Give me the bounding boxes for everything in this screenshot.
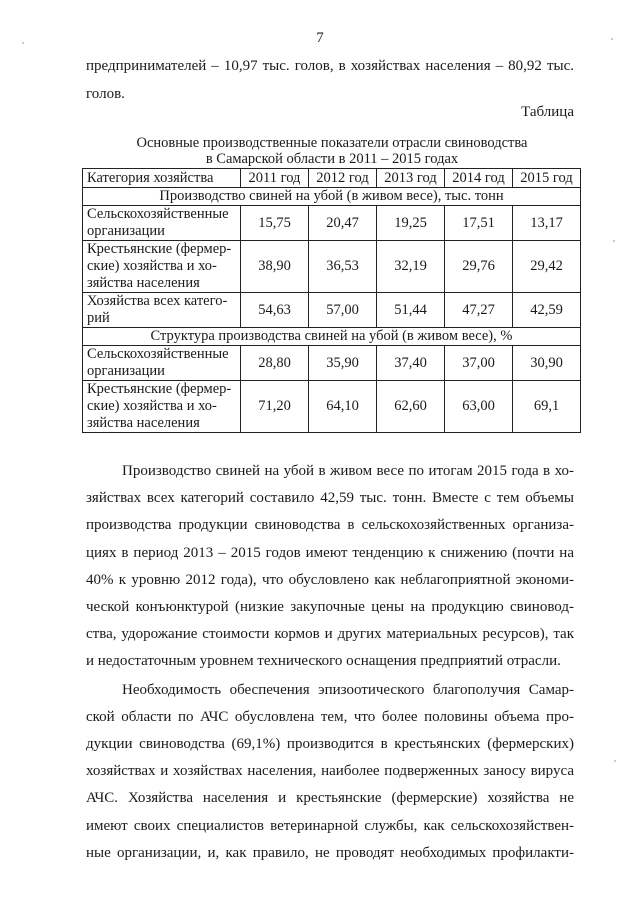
- text-line: дукции свиноводства (69,1%) производится в крестьянских (фермерских): [86, 736, 574, 753]
- table-row: [83, 381, 581, 433]
- cell-value: 17,51: [445, 206, 513, 241]
- cell-value: 29,42: [513, 241, 581, 293]
- cell-value: 29,76: [445, 241, 513, 293]
- cell-value: 35,90: [309, 346, 377, 381]
- cell-value: 62,60: [377, 381, 445, 433]
- body-text: [86, 458, 574, 867]
- cell-value: 20,47: [309, 206, 377, 241]
- header-category: Категория хозяйства: [83, 169, 241, 188]
- scan-speck: [614, 760, 616, 762]
- text-line: ные организации, и, как правило, не проводят необходимых профилакти-: [86, 844, 574, 861]
- cell-value: 71,20: [241, 381, 309, 433]
- row-name: Сельскохозяйственные организации: [83, 206, 241, 241]
- cell-value: 28,80: [241, 346, 309, 381]
- text-line: хозяйствах и хозяйствах населения, наиболее подверженных заносу вируса: [86, 763, 574, 780]
- row-name: Крестьянские (фермер- ские) хозяйства и хо- зяйства населения: [83, 381, 241, 433]
- text-line: АЧС. Хозяйства населения и крестьянские (фермерские) хозяйства не: [86, 790, 574, 807]
- cell-value: 30,90: [513, 346, 581, 381]
- table-row: [83, 293, 581, 328]
- text-line: Необходимость обеспечения эпизоотического благополучия Самар-: [122, 681, 574, 698]
- section-row: [83, 188, 581, 206]
- cell-value: 69,1: [513, 381, 581, 433]
- row-name: Крестьянские (фермер- ские) хозяйства и хо- зяйства населения: [83, 241, 241, 293]
- paragraph: [86, 677, 574, 867]
- text-line: зяйствах всех категорий составило 42,59 тыс. тонн. Вместе с тем объемы: [86, 490, 574, 507]
- header-year: 2015 год: [513, 169, 581, 188]
- cell-value: 19,25: [377, 206, 445, 241]
- cell-value: 15,75: [241, 206, 309, 241]
- row-name: Хозяйства всех катего- рий: [83, 293, 241, 328]
- table-row: [83, 346, 581, 381]
- scan-speck: [22, 42, 24, 44]
- section-title: Производство свиней на убой (в живом весе), тыс. тонн: [83, 188, 581, 206]
- cell-value: 13,17: [513, 206, 581, 241]
- caption-line: в Самарской области в 2011 – 2015 годах: [205, 151, 459, 167]
- header-year: 2014 год: [445, 169, 513, 188]
- intro-text: [86, 52, 574, 108]
- text-line: голов.: [86, 86, 125, 102]
- section-title: Структура производства свиней на убой (в живом весе), %: [83, 328, 581, 346]
- table-row: [83, 241, 581, 293]
- text-line: циях в период 2013 – 2015 годов имеют тенденцию к снижению (почти на: [86, 544, 574, 561]
- text-line: ства, удорожание стоимости кормов и других материальных ресурсов), так: [86, 626, 574, 643]
- cell-value: 36,53: [309, 241, 377, 293]
- header-year: 2012 год: [309, 169, 377, 188]
- header-year: 2011 год: [241, 169, 309, 188]
- cell-value: 57,00: [309, 293, 377, 328]
- page-number: 7: [316, 30, 324, 46]
- text-line: и недостаточным уровнем технического оснащения предприятий отрасли.: [86, 653, 561, 670]
- text-line: имеют своих специалистов ветеринарной службы, как сельскохозяйствен-: [86, 817, 574, 834]
- table-caption: [82, 135, 582, 167]
- paragraph: [86, 458, 574, 676]
- text-line: ской области по АЧС обусловлена тем, что более половины объема про-: [86, 708, 574, 725]
- cell-value: 37,40: [377, 346, 445, 381]
- cell-value: 54,63: [241, 293, 309, 328]
- table-row: [83, 206, 581, 241]
- cell-value: 32,19: [377, 241, 445, 293]
- scan-speck: [611, 38, 613, 40]
- cell-value: 42,59: [513, 293, 581, 328]
- scan-speck: [613, 240, 615, 242]
- text-line: ческой конъюнктурой (низкие закупочные цены на продукцию свиновод-: [86, 599, 574, 616]
- cell-value: 47,27: [445, 293, 513, 328]
- table-label: Таблица: [521, 104, 574, 120]
- text-line: предпринимателей – 10,97 тыс. голов, в хозяйствах населения – 80,92 тыс.: [86, 58, 574, 74]
- header-year: 2013 год: [377, 169, 445, 188]
- text-line: производства продукции свиноводства в сельскохозяйственных организа-: [86, 517, 574, 534]
- text-line: 40% к уровню 2012 года), что обусловлено как неблагоприятной экономи-: [86, 571, 574, 588]
- section-row: [83, 328, 581, 346]
- row-name: Сельскохозяйственные организации: [83, 346, 241, 381]
- cell-value: 51,44: [377, 293, 445, 328]
- cell-value: 63,00: [445, 381, 513, 433]
- production-table: [82, 168, 581, 433]
- cell-value: 64,10: [309, 381, 377, 433]
- table-header-row: [83, 169, 581, 188]
- cell-value: 38,90: [241, 241, 309, 293]
- cell-value: 37,00: [445, 346, 513, 381]
- caption-line: Основные производственные показатели отрасли свиноводства: [136, 135, 528, 151]
- text-line: Производство свиней на убой в живом весе по итогам 2015 года в хо-: [122, 463, 574, 479]
